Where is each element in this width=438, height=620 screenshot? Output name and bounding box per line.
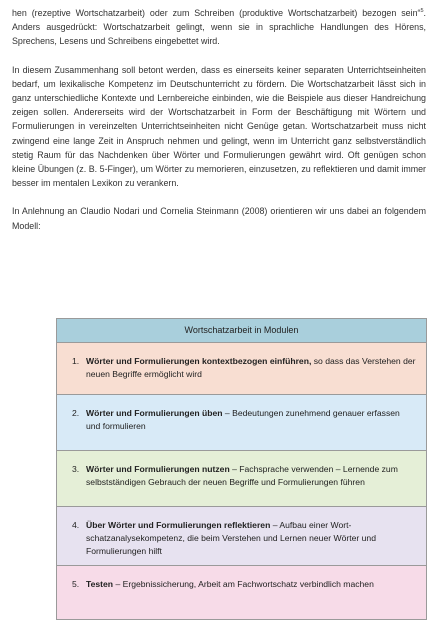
row-title: Wörter und Formulierungen üben [86, 408, 223, 418]
row-description: – Ergebnissicherung, Arbeit am Fachwortschatz verbindlich machen [113, 579, 374, 589]
footnote-marker: 5 [420, 8, 424, 14]
row-description: – Fachsprache verwenden – Lernende zum selbstständigen Gebrauch der neuen Begriffe und Formulierungen führen [86, 464, 398, 488]
paragraph-body: In diesem Zusammenhang soll betont werden, dass es einerseits keiner separaten Unterrichtseinheiten bedarf, um lexikalische Kompetenz im Deutschunterricht zu fördern. Die Wortschatzarbeit lässt sich in ganz unterschiedliche Kontexte und Lernbereiche einbinden, wie die Beispiele aus dieser Handreichung zeigen sollen. Andererseits wird der Wortschatzarbeit in Form der Beschäftigung mit Wörtern und Formulierungen in vereinzelten Unterrichtseinheiten nicht Genüge getan. Wortschatzarbeit muss nicht zwingend eine lange Zeit in Anspruch nehmen und gelingt, wenn im Unterricht ganz selbstverständlich stetig Raum für das Nachdenken über Wörter und Formulierungen gewährt wird. Oft genügen schon kleine Übungen (z. B. 5-Finger), um Wörter zu memorieren, einzusetzen, zu reflektieren und damit immer besser im mentalen Lexikon zu verankern. [12, 64, 426, 189]
row-text [72, 578, 416, 591]
row-title: Testen [86, 579, 114, 589]
row-text [72, 355, 416, 381]
row-description: – Aufbau einer Wortschatzanalysekompetenz, die beim Verstehen und Lernen neuer Wörter und Formulierungen hilft [86, 520, 376, 557]
row-number: 5. [72, 579, 80, 589]
table-row-module-3 [57, 451, 426, 507]
row-text [72, 463, 416, 489]
row-text [72, 519, 416, 559]
row-number: 4. [72, 520, 80, 530]
modules-table [56, 318, 427, 620]
row-description: so dass das Verstehen der neuen Begriffe ermöglicht wird [86, 356, 416, 380]
row-title: Über Wörter und Formulierungen reflektieren [86, 520, 271, 530]
paragraph-text: hen (rezeptive Wortschatzarbeit) oder zum Schreiben (produktive Wortschatzarbeit) bezogen sein“ [12, 8, 421, 18]
row-text [72, 407, 416, 433]
paragraph-text: . Anders ausgedrückt: Wortschatzarbeit gelingt, wenn sie in sprachliche Handlungen des Hörens, Sprechens, Lesens und Schreibens eingebettet wird. [12, 8, 426, 47]
row-number: 2. [72, 408, 80, 418]
table-row-module-1 [57, 343, 426, 395]
table-row-module-4 [57, 507, 426, 566]
table-header: Wortschatzarbeit in Modulen [57, 319, 426, 343]
paragraph-continuation [12, 6, 426, 49]
row-number: 3. [72, 464, 80, 474]
row-title: Wörter und Formulierungen nutzen [86, 464, 230, 474]
table-row-module-2 [57, 395, 426, 451]
row-title: Wörter und Formulierungen kontextbezogen einführen, [86, 356, 312, 366]
paragraph-intro-model: In Anlehnung an Claudio Nodari und Cornelia Steinmann (2008) orientieren wir uns dabei an folgendem Modell: [12, 206, 426, 231]
row-number: 1. [72, 356, 80, 366]
table-row-module-5 [57, 566, 426, 619]
row-description: – Bedeutungen zunehmend genauer erfassen und formulieren [86, 408, 400, 432]
